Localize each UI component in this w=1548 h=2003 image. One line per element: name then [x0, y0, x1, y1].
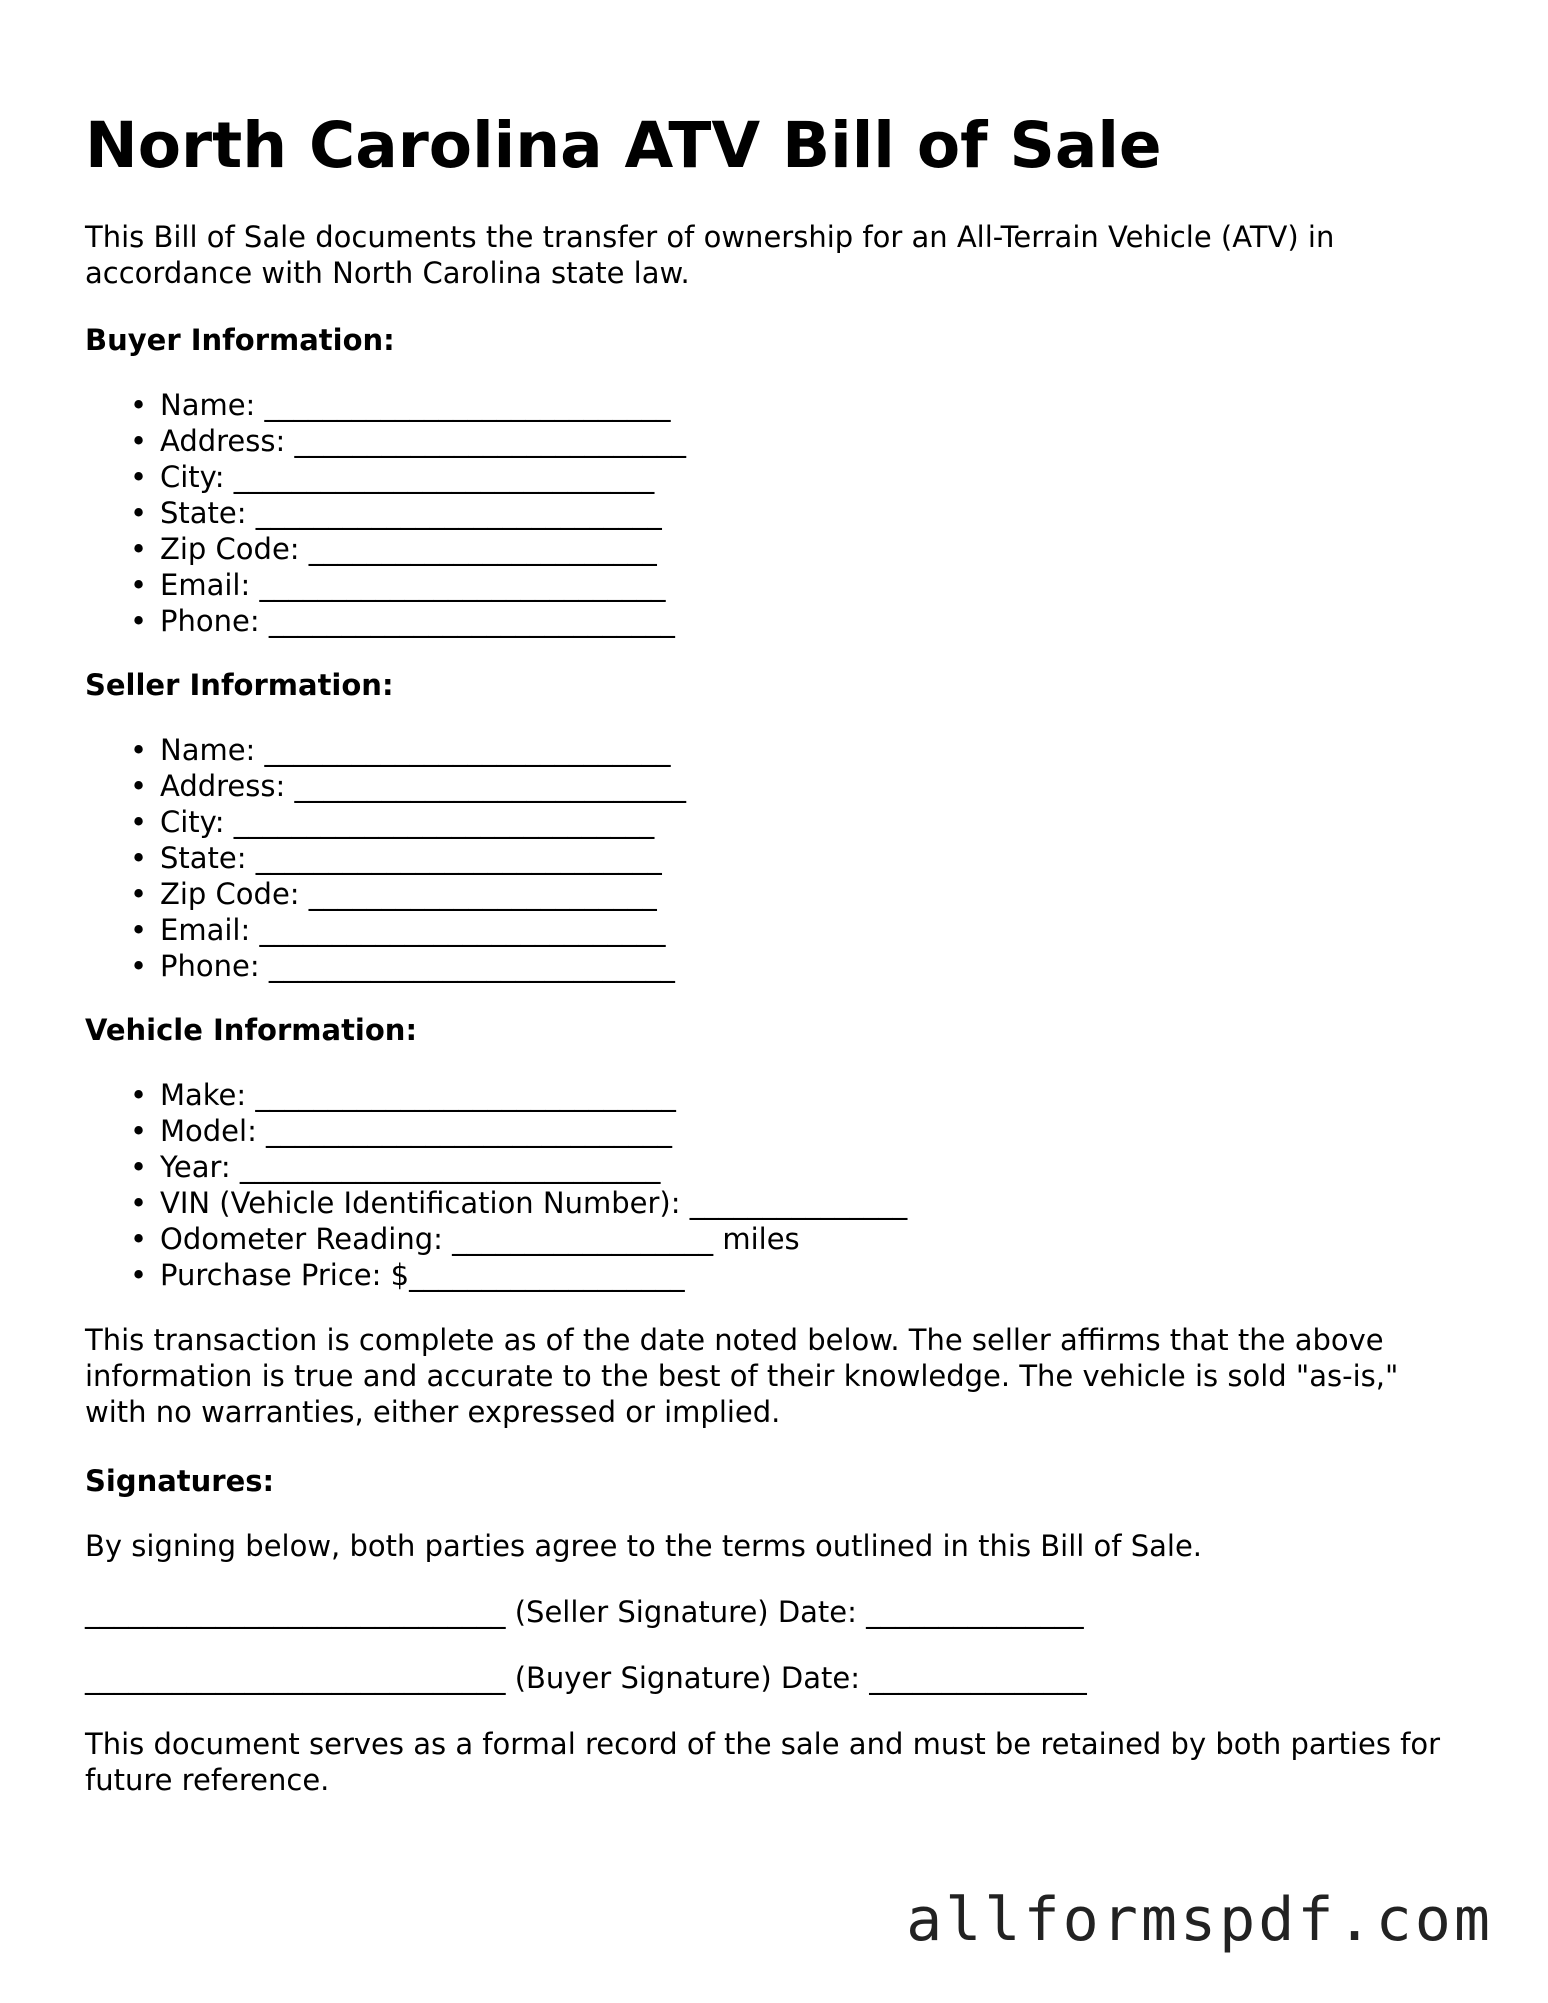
- vehicle-make-field[interactable]: • Make: _____________________________: [160, 1077, 907, 1113]
- buyer-state-field[interactable]: • State: ____________________________: [160, 495, 686, 531]
- signatures-section-heading: Signatures:: [85, 1464, 275, 1498]
- vehicle-vin-field[interactable]: • VIN (Vehicle Identification Number): _______________: [160, 1185, 907, 1221]
- vehicle-fields-list: [85, 1077, 907, 1293]
- seller-signature-line[interactable]: _____________________________ (Seller Signature) Date: _______________: [85, 1595, 1084, 1629]
- closing-paragraph: This document serves as a formal record of the sale and must be retained by both parties for future reference.: [85, 1727, 1441, 1797]
- seller-city-field[interactable]: • City: _____________________________: [160, 804, 686, 840]
- vehicle-price-field[interactable]: • Purchase Price: $___________________: [160, 1257, 907, 1293]
- buyer-name-field[interactable]: • Name: ____________________________: [160, 387, 686, 423]
- seller-state-field[interactable]: • State: ____________________________: [160, 840, 686, 876]
- buyer-section-heading: Buyer Information:: [85, 323, 395, 357]
- seller-fields-list: [85, 732, 686, 984]
- signatures-agreement: By signing below, both parties agree to the terms outlined in this Bill of Sale.: [85, 1529, 1203, 1563]
- seller-address-field[interactable]: • Address: ___________________________: [160, 768, 686, 804]
- document-title: North Carolina ATV Bill of Sale: [85, 109, 1162, 182]
- seller-email-field[interactable]: • Email: ____________________________: [160, 912, 686, 948]
- seller-name-field[interactable]: • Name: ____________________________: [160, 732, 686, 768]
- intro-paragraph: This Bill of Sale documents the transfer of ownership for an All-Terrain Vehicle (ATV) in accordance with North Carolina state law.: [85, 220, 1335, 290]
- buyer-signature-line[interactable]: _____________________________ (Buyer Signature) Date: _______________: [85, 1661, 1087, 1695]
- watermark-logo: allformspdf.com: [906, 1885, 1493, 1955]
- buyer-city-field[interactable]: • City: _____________________________: [160, 459, 686, 495]
- vehicle-section-heading: Vehicle Information:: [85, 1013, 418, 1047]
- vehicle-year-field[interactable]: • Year: _____________________________: [160, 1149, 907, 1185]
- seller-phone-field[interactable]: • Phone: ____________________________: [160, 948, 686, 984]
- buyer-email-field[interactable]: • Email: ____________________________: [160, 567, 686, 603]
- buyer-phone-field[interactable]: • Phone: ____________________________: [160, 603, 686, 639]
- buyer-zip-field[interactable]: • Zip Code: ________________________: [160, 531, 686, 567]
- seller-zip-field[interactable]: • Zip Code: ________________________: [160, 876, 686, 912]
- vehicle-odometer-field[interactable]: • Odometer Reading: __________________ miles: [160, 1221, 907, 1257]
- buyer-fields-list: [85, 387, 686, 639]
- transaction-paragraph: This transaction is complete as of the date noted below. The seller affirms that the above information is true and accurate to the best of their knowledge. The vehicle is sold "as-is," with no warranties, either expressed or implied.: [85, 1323, 1399, 1429]
- vehicle-model-field[interactable]: • Model: ____________________________: [160, 1113, 907, 1149]
- buyer-address-field[interactable]: • Address: ___________________________: [160, 423, 686, 459]
- seller-section-heading: Seller Information:: [85, 668, 394, 702]
